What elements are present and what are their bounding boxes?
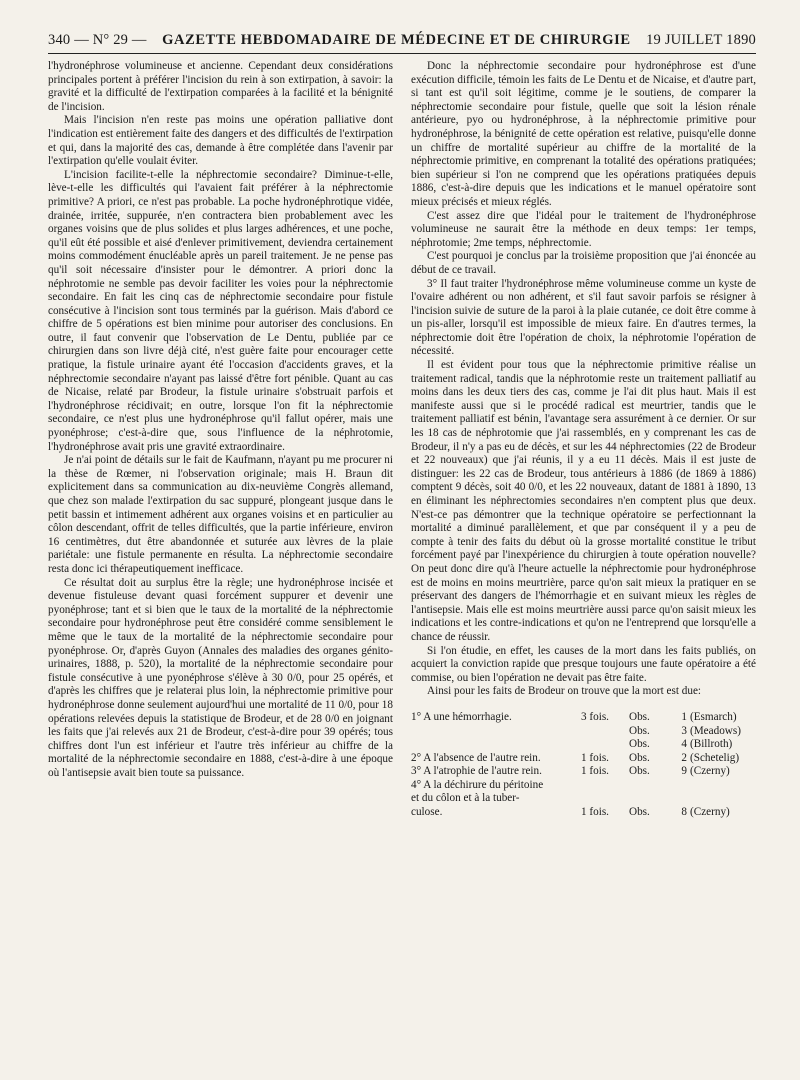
issue-date: 19 JUILLET 1890 (646, 32, 756, 48)
table-cell-count (581, 792, 629, 806)
table-cell-author: (Meadows) (690, 724, 741, 737)
table-cell-author (690, 779, 756, 793)
table-cell-num (669, 792, 690, 806)
table-cell-cause: 3° A l'atrophie de l'autre rein. (411, 765, 542, 778)
paragraph: Ainsi pour les faits de Brodeur on trouve que la mort est due: (427, 685, 702, 698)
table-row (411, 765, 756, 779)
left-column (48, 60, 393, 820)
table-cell-obs: Obs. (629, 751, 650, 764)
table-cell-cause (411, 725, 581, 739)
paragraph: L'incision facilite-t-elle la néphrectomie secondaire? Diminue-t-elle, lève-t-elle les difficultés qui l'avaient fait préférer à la néphrectomie primitive? A priori, ce n'est pas probable. La poche hydronéphrotique vidée, drainée, irritée, suppurée, n'en contractera bien probablement avec les organes voisins que de plus solides et plus larges adhérences, et une poche, qu'il eût été possible et aisé d'enlever primitivement, deviendra certainement moins commodément énucléable après un pareil traitement. Je ne pense pas qu'il soit nécessaire d'insister pour le démontrer. A priori donc la néphrotomie ne semble pas devoir faciliter les voies pour la néphrectomie secondaire. En fait les cinq cas de néphrectomie secondaire pour fistule consécutive à l'incision sont tous terminés par la guérison. Mais d'abord ce chiffre de 5 opérations est bien minime pour autoriser des conclusions. En outre, il faut convenir que l'observation de Le Dentu, publiée par ce chirurgien dans son livre déjà cité, n'est guère faite pour encourager cette pratique, la fistule urinaire ayant été l'occasion d'accidents graves, et la néphrectomie secondaire n'ayant pas laissé d'être fort pénible. Quant au cas de Nicaise, relaté par Brodeur, la fistule urinaire s'obstruait parfois et l'hydronéphrose récidivait; en outre, lorsque l'on fit la néphrectomie secondaire, ce n'est plus une hydronéphrose qu'il fallut opérer, mais une pyonéphrose; c'est-à-dire que, sous l'influence de la néphrotomie, l'hydronéphrose avait pris une gravité extraordinaire. (48, 168, 393, 453)
table-cell-count: 3 fois. (581, 710, 609, 723)
table-row (411, 752, 756, 766)
table-cell-cause: 1° A une hémorrhagie. (411, 710, 512, 723)
paragraph: Je n'ai point de détails sur le fait de Kaufmann, n'ayant pu me procurer ni la thèse de Rœmer, ni l'observation originale; mais H. Braun dit explicitement dans sa communication au dix-neuvième Congrès allemand, que chez son malade l'extirpation du sac suppuré, plongeant jusque dans le petit bassin et intimement adhérent aux organes voisins et en particulier au côlon descendant, offrit de telles difficultés, que la partie inférieure, environ 16 centimètres, dut être abandonnée et suturée aux lèvres de la plaie pariétale: une fistule permanente en résulta. La néphrectomie secondaire resta donc ici thérapeutiquement inefficace. (48, 454, 393, 575)
table-cell-num (669, 779, 690, 793)
paragraph: Il est évident pour tous que la néphrectomie primitive réalise un traitement radical, tandis que la néphrotomie reste un traitement palliatif au moins dans les deux tiers des cas, comme je l'ai dit plus haut. Mais il est manifeste aussi que si le procédé radical est meurtrier, tandis que le traitement palliatif est bénin, l'avantage sera assurément à ce dernier. Or sur les 18 cas de néphrotomie que j'ai rassemblés, en y comprenant les cas de Brodeur, il n'y a pas eu de décès, et sur les 44 néphrectomies (22 de Brodeur et 22 nouveaux) que j'ai réunis, il y a eu 11 décès. Mais il est juste de distinguer: les 22 cas de Brodeur, tous antérieurs à 1886 (de 1869 à 1886) comptent 9 décès, soit 40 0/0, et les 22 nouveaux, datant de 1881 à 1890, 13 en éliminant les néphrectomies secondaires n'en comptent plus que deux. N'est-ce pas démontrer que la technique opératoire se perfectionnant la mortalité a diminué parallèlement, et que par conséquent il y a peu de compte à tenir des faits du début où la grosse mortalité constitue le tribut forcément payé par l'inexpérience du chirurgien à toute opération nouvelle? On peut donc dire qu'à l'heure actuelle la néphrectomie pour hydronéphrose est de moins en moins meurtrière, parce qu'on sait mieux la pratiquer en se préservant des dangers de l'hémorrhagie et en suivant mieux les règles de l'antisepsie. Mais elle est moins meurtrière aussi parce qu'on saisit mieux les indications et les contre-indications et qu'on ne l'entreprend que lorsqu'elle a chance de réussir. (411, 359, 756, 643)
table-cell-author: (Billroth) (690, 738, 733, 751)
table-cell-cause: 2° A l'absence de l'autre rein. (411, 751, 541, 764)
table-cell-num: 1 (681, 710, 687, 723)
table-cell-num: 2 (681, 751, 687, 764)
table-cell-cause: et du côlon et à la tuber- (411, 792, 520, 805)
table-cell-count (581, 779, 629, 793)
table-cell-obs: Obs. (629, 738, 650, 751)
table-cell-author: (Esmarch) (690, 710, 737, 723)
table-cell-num: 4 (681, 738, 687, 751)
table-cell-count: 1 fois. (581, 806, 609, 819)
page-number-issue (48, 32, 147, 49)
table-cell-count: 1 fois. (581, 751, 609, 764)
table-cell-obs: Obs. (629, 710, 650, 723)
paragraph: 3° Il faut traiter l'hydronéphrose même volumineuse comme un kyste de l'ovaire adhérent ou non adhérent, et s'il faut savoir parfois se résigner à l'incision suivie de suture de la paroi à la plaie cutanée, ce doit être comme à un pis-aller, lorsqu'il est impossible de mieux faire. En d'autres termes, la néphrectomie doit être l'opération de choix, la néphrotomie l'opération de nécessité. (411, 277, 756, 358)
table-cell-obs (629, 792, 669, 806)
table-cell-count (581, 725, 629, 739)
table-cell-cause: 4° A la déchirure du péritoine (411, 778, 544, 791)
table-row (411, 711, 756, 725)
table-cell-num: 9 (681, 765, 687, 778)
table-cell-num: 8 (681, 806, 687, 819)
table-cell-obs (629, 779, 669, 793)
table-row (411, 806, 756, 820)
issue-number: — N° 29 — (74, 32, 147, 48)
journal-title: GAZETTE HEBDOMADAIRE DE MÉDECINE ET DE CHIRURGIE (162, 32, 631, 48)
paragraph: Si l'on étudie, en effet, les causes de la mort dans les faits publiés, on acquiert la conviction rapide que presque toujours une faute opératoire a été commise, ou bien l'opération ne devait pas être faite. (411, 644, 756, 684)
table-cell-cause (411, 738, 581, 752)
table-row (411, 738, 756, 752)
paragraph: l'hydronéphrose volumineuse et ancienne. Cependant deux considérations principales portent à préférer l'incision du rein à son extirpation, à savoir: la gravité et la difficulté de l'extirpation comparées à la facilité et la bénignité de l'incision. (48, 60, 393, 113)
table-cell-count (581, 738, 629, 752)
table-row (411, 725, 756, 739)
paragraph: C'est pourquoi je conclus par la troisième proposition que j'ai énoncée au début de ce travail. (411, 250, 756, 276)
table-cell-author: (Schetelig) (690, 751, 740, 764)
page-number: 340 (48, 32, 71, 48)
table-cell-obs: Obs. (629, 765, 650, 778)
table-cell-author (690, 792, 756, 806)
running-header (48, 32, 756, 54)
paragraph: Ce résultat doit au surplus être la règle; une hydronéphrose incisée et devenue fistuleuse devant quasi forcément suppurer et devenir une pyonéphrose; tant et si bien que le taux de la mortalité de la néphrectomie secondaire pour hydronéphrose peut être considéré comme sensiblement le même que le taux de la mortalité de la néphrectomie secondaire pour pyonéphrose. Or, d'après Guyon (Annales des maladies des organes génito-urinaires, 1888, p. 520), la mortalité de la néphrectomie secondaire pour fistule consécutive à une pyonéphrose s'élève à 30 0/0, pour 25 opérés, et d'après les chiffres que je relaterai plus loin, la néphrectomie primitive pour hydronéphrose donne seulement aujourd'hui une mortalité de 11 0/0, pour 18 opérations relevées depuis la statistique de Brodeur, et de 28 0/0 en joignant les faits que j'ai relevés aux 21 de Brodeur, c'est-à-dire pour 39 opérés; tous chiffres dont l'un est inférieur et l'autre très inférieur au chiffre de la mortalité de la néphrectomie secondaire en 1888, c'est-à-dire à une époque où l'antisepsie avait bien toute sa puissance. (48, 576, 393, 779)
paragraph: C'est assez dire que l'idéal pour le traitement de l'hydronéphrose volumineuse ne saurait être la méthode en deux temps: 1er temps, néphrotomie; 2me temps, néphrectomie. (411, 209, 756, 249)
right-column (411, 60, 756, 820)
table-cell-count: 1 fois. (581, 765, 609, 778)
causes-of-death-table (411, 711, 756, 820)
table-cell-author: (Czerny) (690, 765, 730, 778)
table-row (411, 792, 756, 806)
table-cell-obs: Obs. (629, 806, 650, 819)
table-row (411, 779, 756, 793)
article-columns (48, 60, 756, 820)
paragraph: Donc la néphrectomie secondaire pour hydronéphrose est d'une exécution difficile, témoin les faits de Le Dentu et de Nicaise, et d'autre part, si tant est qu'il soit légitime, comme je le soutiens, de comparer la néphrectomie secondaire pour fistule, quelle que soit la lésion rénale antérieure, pyo ou hydronéphrose, à la néphrectomie primitive pour hydronéphrose, la bénignité de cette opération est relative, puisqu'elle donne un chiffre de mortalité supérieur au chiffre de la mortalité de la néphrectomie primitive, en comprenant la totalité des opérations pratiquées; bien supérieur si l'on ne comprend que les opérations pratiquées depuis 1886, c'est-à-dire depuis que les indications et le manuel opératoire sont mieux précisés et mieux réglés. (411, 60, 756, 208)
table-cell-author: (Czerny) (690, 806, 730, 819)
paragraph: Mais l'incision n'en reste pas moins une opération palliative dont l'indication est entièrement faite des dangers et des difficultés de l'extirpation et qui, dans la majorité des cas, demande à être complétée dans l'avenir par l'extirpation qu'elle voulait éviter. (48, 114, 393, 168)
table-cell-num: 3 (681, 724, 687, 737)
table-cell-obs: Obs. (629, 724, 650, 737)
table-cell-cause: culose. (411, 806, 443, 819)
